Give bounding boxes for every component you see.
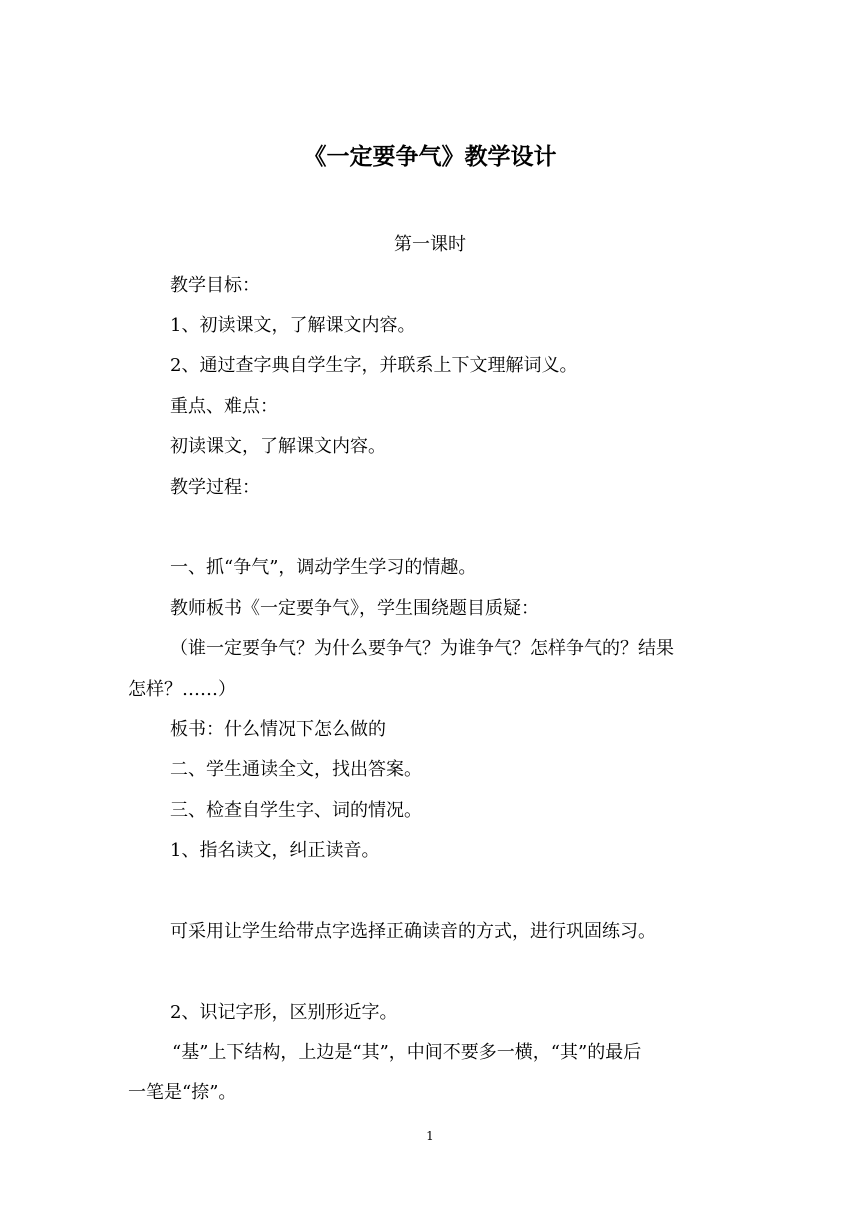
paragraph-line: 2、通过查字典自学生字，并联系上下文理解词义。 — [170, 355, 578, 376]
paragraph-line: “基”上下结构，上边是“其”，中间不要多一横，“其”的最后 — [172, 1042, 642, 1063]
paragraph-line: （谁一定要争气？为什么要争气？为谁争气？怎样争气的？结果 — [170, 638, 674, 659]
paragraph-line: 一笔是“捺”。 — [128, 1082, 237, 1103]
paragraph-line: 怎样？……） — [128, 679, 236, 700]
paragraph-line: 二、学生通读全文，找出答案。 — [170, 759, 422, 780]
paragraph-line: 重点、难点： — [170, 396, 278, 417]
page-number: 1 — [426, 1129, 434, 1143]
paragraph-line: 初读课文，了解课文内容。 — [170, 436, 386, 457]
paragraph-line: 1、初读课文，了解课文内容。 — [170, 315, 416, 336]
paragraph-line: 可采用让学生给带点字选择正确读音的方式，进行巩固练习。 — [170, 921, 656, 942]
lesson-subtitle: 第一课时 — [394, 234, 466, 255]
paragraph-line: 板书：什么情况下怎么做的 — [170, 719, 386, 740]
paragraph-line: 三、检查自学生字、词的情况。 — [170, 800, 422, 821]
paragraph-line: 1、指名读文，纠正读音。 — [170, 840, 380, 861]
paragraph-line: 教学目标： — [170, 275, 260, 296]
paragraph-line: 一、抓“争气”，调动学生学习的情趣。 — [170, 557, 477, 578]
paragraph-line: 教学过程： — [170, 477, 260, 498]
paragraph-line: 2、识记字形，区别形近字。 — [170, 1002, 398, 1023]
paragraph-line: 教师板书《一定要争气》，学生围绕题目质疑： — [170, 598, 539, 619]
document-title: 《一定要争气》教学设计 — [303, 143, 557, 170]
